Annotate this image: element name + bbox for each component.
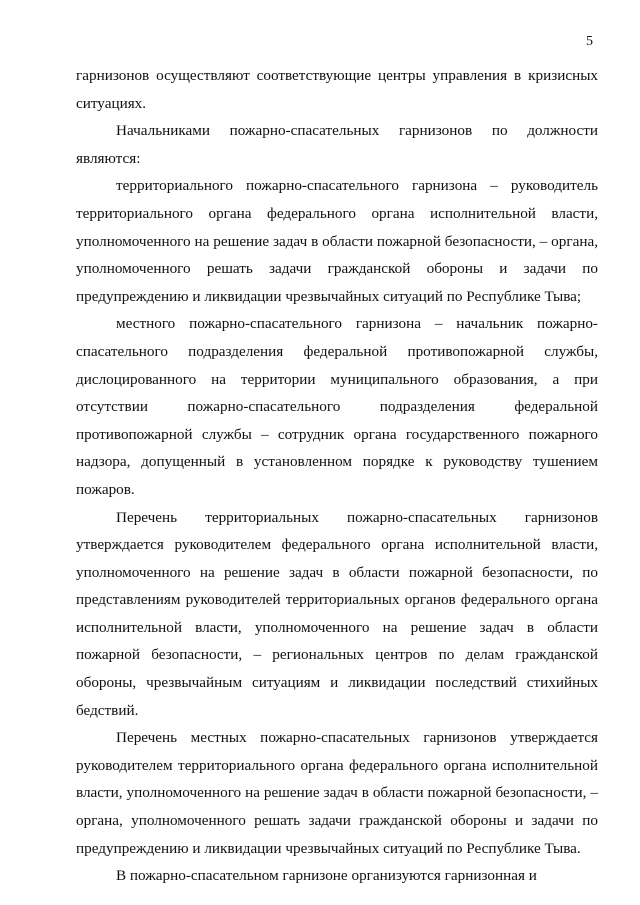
paragraph-continuation: гарнизонов осуществляют соответствующие центры управления в кризисных ситуациях. (76, 67, 598, 112)
paragraph-territorial-list: Перечень территориальных пожарно-спасательных гарнизонов утверждается руководителем федерального органа исполнительной власти, уполномоченного на решение задач в области пожарной безопасности, по представлениям руководителей территориальных органов федерального органа исполнительной власти, уполномоченного на решение задач в области пожарной безопасности, – региональных центров по делам гражданской обороны, чрезвычайным ситуациям и ликвидации последствий стихийных бедствий. (76, 508, 598, 719)
paragraph-garrison-services: В пожарно-спасательном гарнизоне организуются гарнизонная и (116, 867, 537, 885)
paragraph-territorial-garrison: территориального пожарно-спасательного гарнизона – руководитель территориального органа федерального органа исполнительной власти, уполномоченного на решение задач в области пожарной безопасности, – органа, уполномоченного решать задачи гражданской обороны и задачи по предупреждению и ликвидации чрезвычайных ситуаций по Республике Тыва; (76, 177, 598, 305)
document-body (76, 62, 598, 890)
paragraph-garrison-chiefs-intro: Начальниками пожарно-спасательных гарнизонов по должности являются: (76, 122, 598, 167)
page-number: 5 (586, 34, 593, 49)
paragraph-local-garrison: местного пожарно-спасательного гарнизона – начальник пожарно-спасательного подразделения федеральной противопожарной службы, дислоцированного на территории муниципального образования, а при отсутствии пожарно-спасательного подразделения федеральной противопожарной службы – сотрудник органа государственного пожарного надзора, допущенный в установленном порядке к руководству тушением пожаров. (76, 315, 598, 498)
paragraph-local-list: Перечень местных пожарно-спасательных гарнизонов утверждается руководителем территориального органа федерального органа исполнительной власти, уполномоченного на решение задач в области пожарной безопасности, – органа, уполномоченного решать задачи гражданской обороны и задачи по предупреждению и ликвидации чрезвычайных ситуаций по Республике Тыва. (76, 729, 598, 857)
